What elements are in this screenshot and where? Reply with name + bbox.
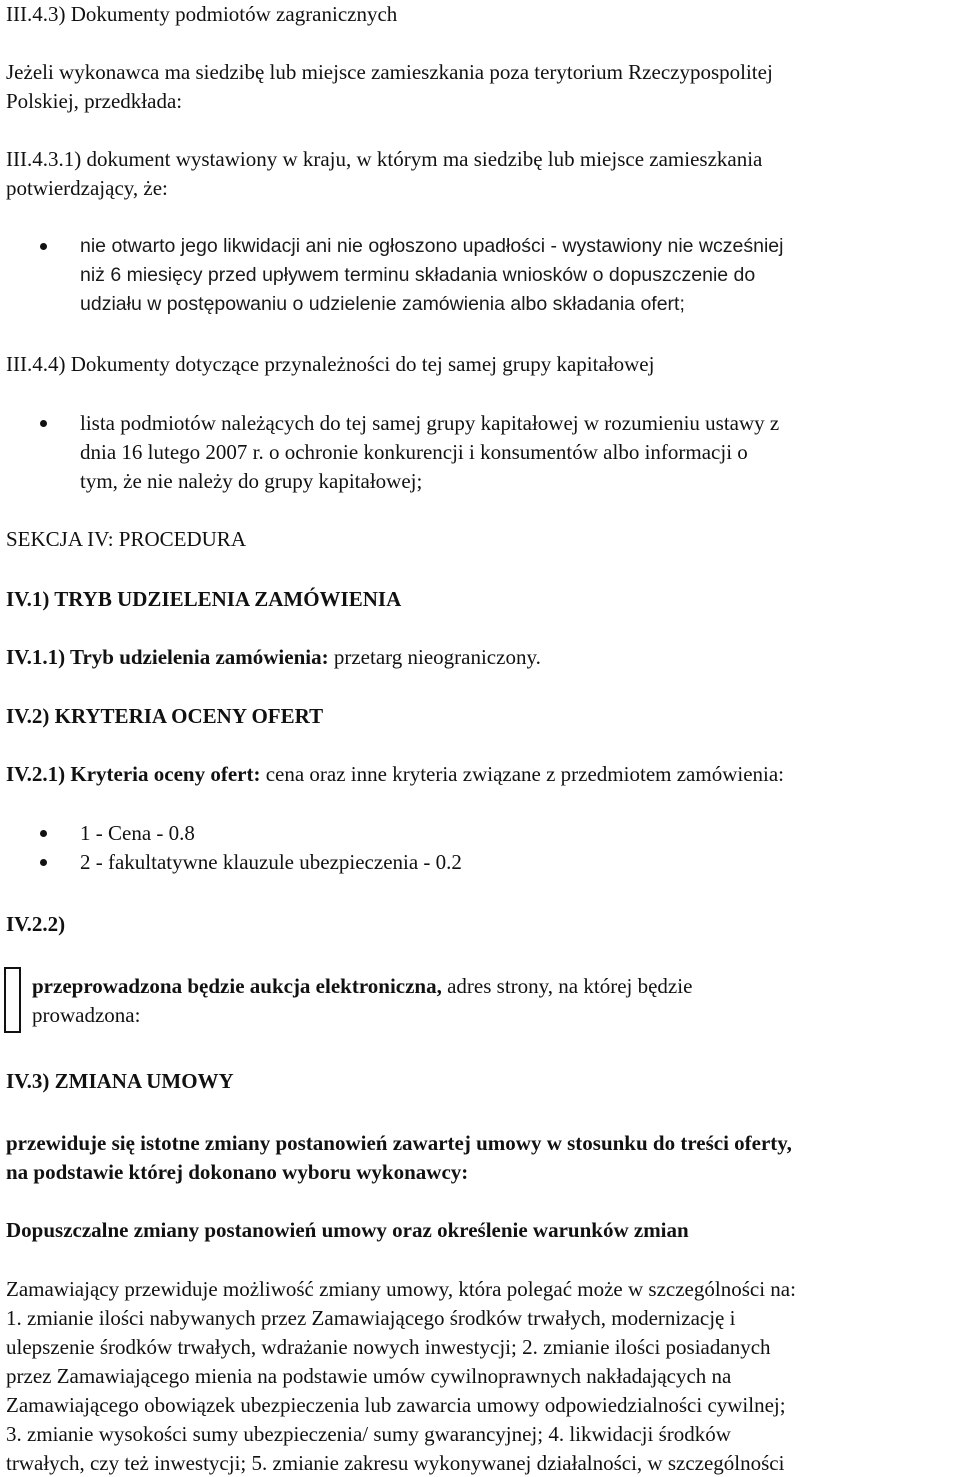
bullet-text-line: dnia 16 lutego 2007 r. o ochronie konkurencji i konsumentów albo informacji o bbox=[80, 440, 748, 464]
bullet-icon bbox=[40, 243, 47, 250]
heading-iv-2: IV.2) KRYTERIA OCENY OFERT bbox=[6, 704, 324, 728]
bullet-icon bbox=[40, 420, 47, 427]
paragraph-line: Zamawiający przewiduje możliwość zmiany umowy, która polegać może w szczególności na: bbox=[6, 1277, 796, 1301]
auction-checkbox[interactable] bbox=[4, 967, 21, 1033]
section-heading-iv: SEKCJA IV: PROCEDURA bbox=[6, 527, 246, 551]
bullet-text-line: tym, że nie należy do grupy kapitałowej; bbox=[80, 469, 423, 493]
paragraph-line: ulepszenie środków trwałych, wdrażanie nowych inwestycji; 2. zmianie ilości posiadanych bbox=[6, 1335, 771, 1359]
auction-line-2: prowadzona: bbox=[32, 1003, 141, 1027]
auction-text: adres strony, na której będzie bbox=[441, 974, 693, 998]
bullet-text-line: niż 6 miesięcy przed upływem terminu składania wniosków o dopuszczenie do bbox=[80, 264, 756, 286]
paragraph-line: 3. zmianie wysokości sumy ubezpieczenia/ sumy gwarancyjnej; 4. likwidacji środków bbox=[6, 1422, 731, 1446]
iv-1-1-label: IV.1.1) Tryb udzielenia zamówienia: bbox=[6, 645, 329, 669]
section-title-iii-4-3: III.4.3) Dokumenty podmiotów zagranicznych bbox=[6, 2, 398, 26]
paragraph-line: potwierdzający, że: bbox=[6, 176, 168, 200]
iv-2-1-line bbox=[6, 762, 784, 786]
iv-2-1-label: IV.2.1) Kryteria oceny ofert: bbox=[6, 762, 261, 786]
heading-iv-1: IV.1) TRYB UDZIELENIA ZAMÓWIENIA bbox=[6, 587, 402, 611]
bullet-icon bbox=[40, 859, 47, 866]
bullet-text-line: lista podmiotów należących do tej samej grupy kapitałowej w rozumieniu ustawy z bbox=[80, 411, 780, 435]
bullet-text-line: udziału w postępowaniu o udzielenie zamówienia albo składania ofert; bbox=[80, 293, 685, 315]
subheading-dopuszczalne: Dopuszczalne zmiany postanowień umowy oraz określenie warunków zmian bbox=[6, 1218, 689, 1242]
bold-paragraph-line: przewiduje się istotne zmiany postanowień zawartej umowy w stosunku do treści oferty, bbox=[6, 1131, 792, 1155]
bold-paragraph-line: na podstawie której dokonano wyboru wykonawcy: bbox=[6, 1160, 469, 1184]
iv-1-1-value: przetarg nieograniczony. bbox=[328, 645, 541, 669]
paragraph-line: Jeżeli wykonawca ma siedzibę lub miejsce zamieszkania poza terytorium Rzeczypospolitej bbox=[6, 60, 773, 84]
paragraph-line: Zamawiającego obowiązek ubezpieczenia lub zawarcia umowy odpowiedzialności cywilnej; bbox=[6, 1393, 786, 1417]
heading-iv-2-2: IV.2.2) bbox=[6, 912, 66, 936]
paragraph-line: przez Zamawiającego mienia na podstawie umów cywilnoprawnych nakładających na bbox=[6, 1364, 732, 1388]
auction-line bbox=[32, 974, 692, 998]
bullet-text-line: nie otwarto jego likwidacji ani nie ogłoszono upadłości - wystawiony nie wcześniej bbox=[80, 235, 784, 257]
paragraph-line: Polskiej, przedkłada: bbox=[6, 89, 183, 113]
paragraph-line: trwałych, czy też inwestycji; 5. zmianie zakresu wykonywanej działalności, w szczególności bbox=[6, 1451, 785, 1475]
criteria-item: 1 - Cena - 0.8 bbox=[80, 821, 195, 845]
heading-iv-3: IV.3) ZMIANA UMOWY bbox=[6, 1069, 234, 1093]
paragraph-line: 1. zmianie ilości nabywanych przez Zamawiającego środków trwałych, modernizację i bbox=[6, 1306, 736, 1330]
bullet-icon bbox=[40, 830, 47, 837]
section-title-iii-4-4: III.4.4) Dokumenty dotyczące przynależności do tej samej grupy kapitałowej bbox=[6, 352, 655, 376]
paragraph-line: III.4.3.1) dokument wystawiony w kraju, w którym ma siedzibę lub miejsce zamieszkania bbox=[6, 147, 763, 171]
auction-label: przeprowadzona będzie aukcja elektroniczna, bbox=[32, 974, 442, 998]
iv-2-1-value: cena oraz inne kryteria związane z przedmiotem zamówienia: bbox=[260, 762, 785, 786]
criteria-item: 2 - fakultatywne klauzule ubezpieczenia - 0.2 bbox=[80, 850, 462, 874]
iv-1-1-line bbox=[6, 645, 541, 669]
